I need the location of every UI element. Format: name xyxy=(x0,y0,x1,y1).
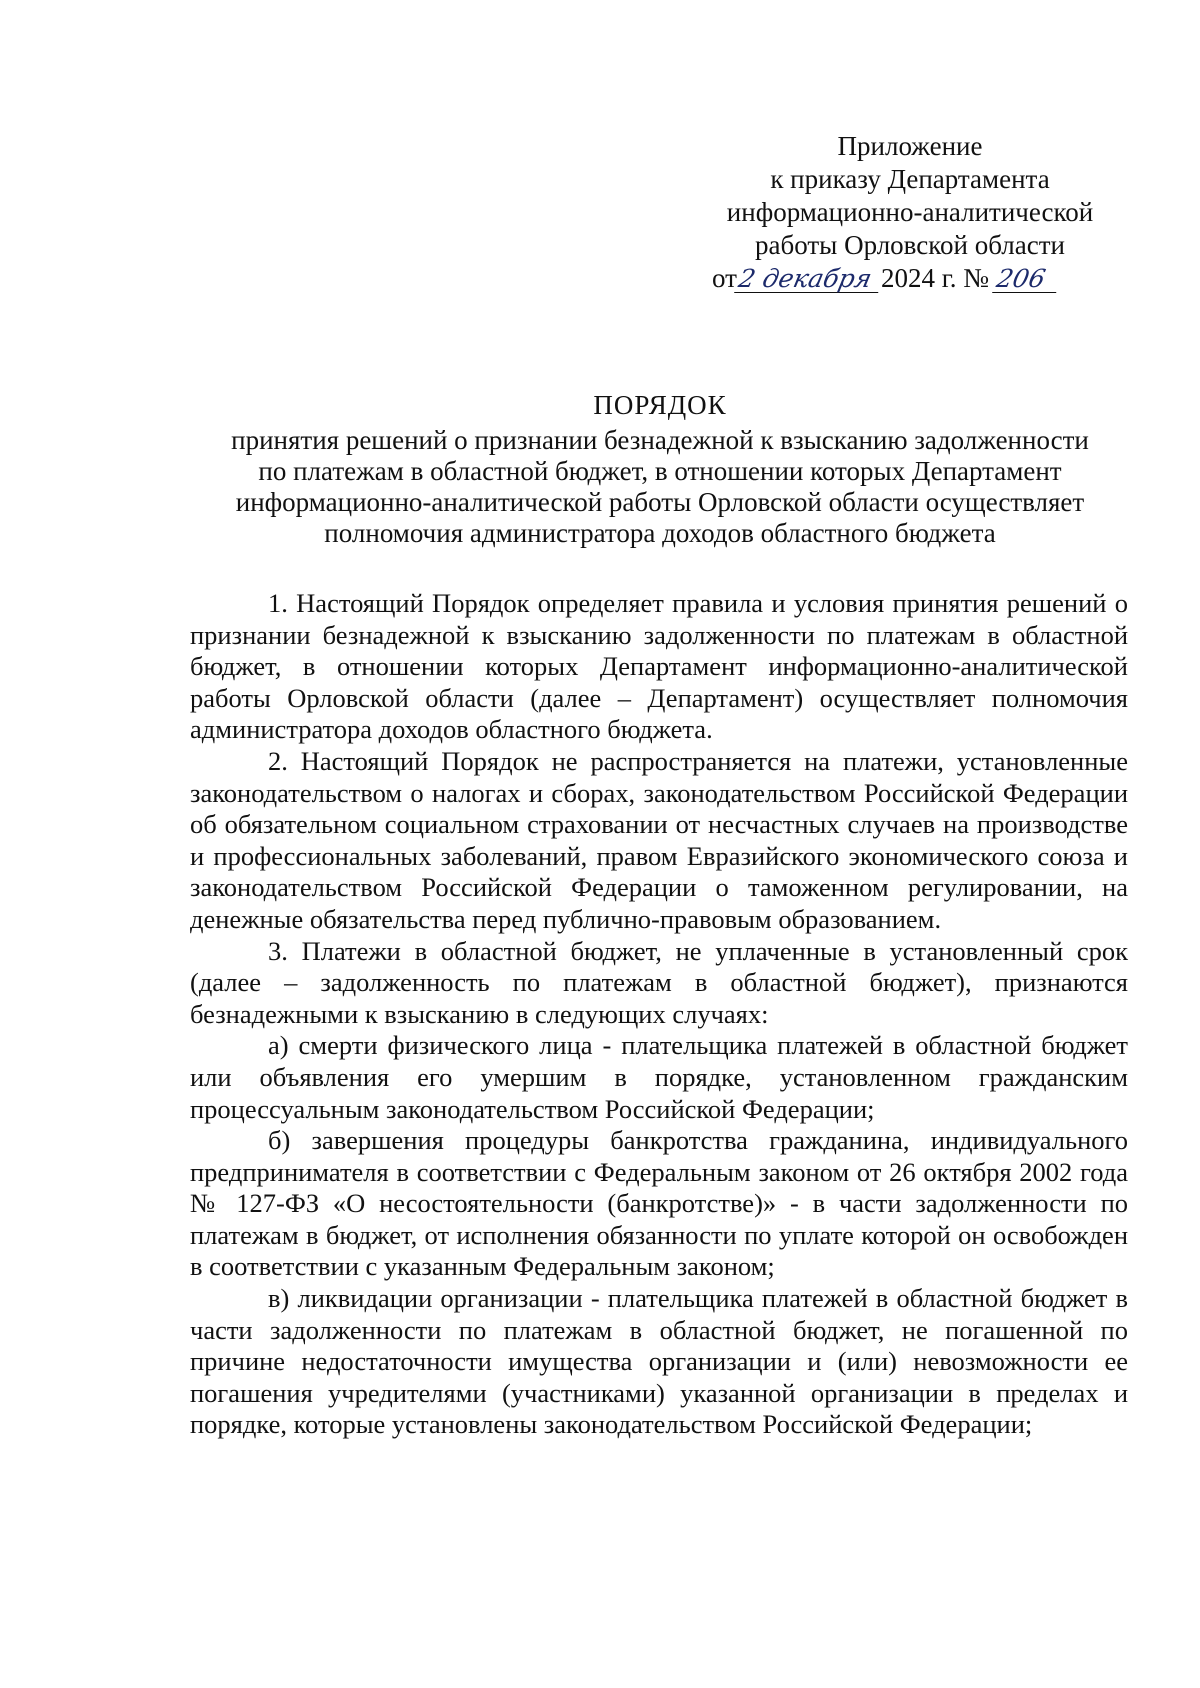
document-subtitle-line: информационно-аналитической работы Орловской области осуществляет xyxy=(235,487,1085,517)
paragraph-3: 3. Платежи в областной бюджет, не уплаченные в установленный срок (далее – задолженность по платежам в областной бюджет), признаются безнадежными к взысканию в следующих случаях: xyxy=(190,935,1128,1029)
appendix-department-line2: работы Орловской области xyxy=(755,230,1065,260)
date-year-number-label: 2024 г. № xyxy=(880,263,989,293)
appendix-department-line1: информационно-аналитической xyxy=(726,197,1094,227)
document-body xyxy=(190,588,1128,1441)
paragraph-1: 1. Настоящий Порядок определяет правила и условия принятия решений о признании безнадежной к взысканию задолженности по платежам в областной бюджет, в отношении которых Департамент информационно-аналитической работы Орловской области (далее – Департамент) осуществляет полномочия администратора доходов областного бюджета. xyxy=(190,588,1128,745)
appendix-order-ref: к приказу Департамента xyxy=(770,164,1050,194)
handwritten-order-number: 206 xyxy=(992,266,1062,293)
handwritten-date: 2 декабря xyxy=(734,266,884,293)
appendix-date-line xyxy=(700,262,1120,295)
document-title-block xyxy=(180,390,1140,549)
paragraph-2: 2. Настоящий Порядок не распространяется на платежи, установленные законодательством о налогах и сборах, законодательством Российской Федерации об обязательном социальном страховании от несчастных случаев на производстве и профессиональных заболеваний, правом Евразийского экономического союза и законодательством Российской Федерации о таможенном регулировании, на денежные обязательства перед публично-правовым образованием. xyxy=(190,745,1128,934)
paragraph-3c: в) ликвидации организации - плательщика платежей в областной бюджет в части задолженности по платежам в областной бюджет, не погашенной по причине недостаточности имущества организации и (или) невозможности ее погашения учредителями (участниками) указанной организации в пределах и порядке, которые установлены законодательством Российской Федерации; xyxy=(190,1283,1128,1440)
document-title: ПОРЯДОК xyxy=(593,390,727,420)
appendix-title: Приложение xyxy=(837,131,983,161)
paragraph-3b: б) завершения процедуры банкротства гражданина, индивидуального предпринимателя в соответствии с Федеральным законом от 26 октября 2002 года № 127-ФЗ «О несостоятельности (банкротстве)» - в части задолженности по платежам в бюджет, от исполнения обязанности по уплате которой он освобожден в соответствии с указанным Федеральным законом; xyxy=(190,1125,1128,1282)
appendix-header xyxy=(700,130,1120,295)
document-subtitle-line: полномочия администратора доходов областного бюджета xyxy=(324,518,996,548)
paragraph-3a: а) смерти физического лица - плательщика платежей в областной бюджет или объявления его умершим в порядке, установленном гражданским процессуальным законодательством Российской Федерации; xyxy=(190,1030,1128,1124)
date-prefix: от xyxy=(712,263,737,293)
document-subtitle-line: принятия решений о признании безнадежной к взысканию задолженности xyxy=(231,425,1089,455)
document-subtitle-line: по платежам в областной бюджет, в отношении которых Департамент xyxy=(258,456,1062,486)
